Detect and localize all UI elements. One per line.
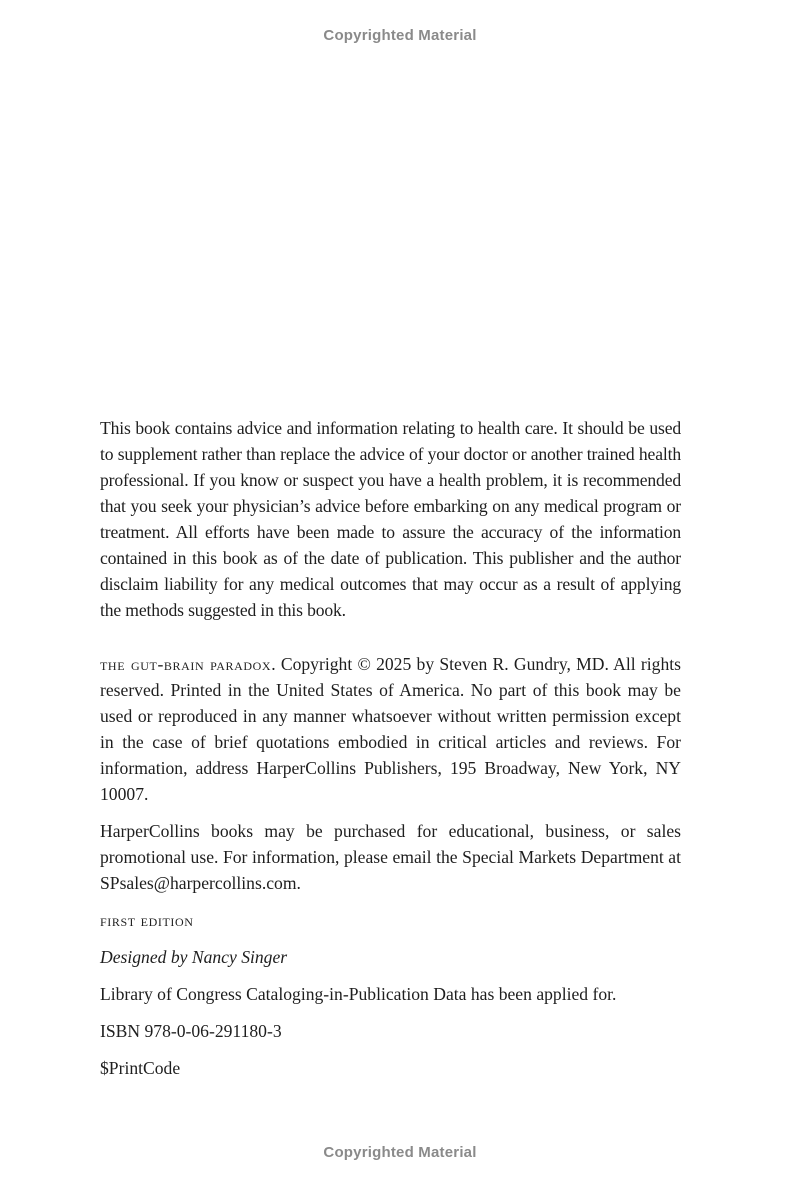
copyrighted-material-watermark-bottom: Copyrighted Material — [323, 1144, 477, 1161]
health-disclaimer — [100, 415, 681, 623]
special-sales-notice: HarperCollins books may be purchased for educational, business, or sales promotional use. For information, please email the Special Markets Department at SPsales@harpercollins.com. — [100, 821, 681, 893]
edition-label: first edition — [100, 910, 194, 930]
copyright-text: . Copyright © 2025 by Steven R. Gundry, MD. All rights reserved. Printed in the United States of America. No part of this book may be used or reproduced in any manner whatsoever without written permission except in the case of brief quotations embodied in critical articles and reviews. For information, address HarperCollins Publishers, 195 Broadway, New York, NY 10007. — [100, 654, 681, 804]
copyright-page-block — [100, 651, 681, 1081]
designer-credit: Designed by Nancy Singer — [100, 947, 288, 967]
print-code: $PrintCode — [100, 1058, 181, 1078]
copyright-statement — [100, 651, 681, 807]
disclaimer-text: This book contains advice and information relating to health care. It should be used to supplement rather than replace the advice of your doctor or another trained health professional. If you know or suspect you have a health problem, it is recommended that you seek your physician’s advice before embarking on any medical program or treatment. All efforts have been made to assure the accuracy of the information contained in this book as of the date of publication. This publisher and the author disclaim liability for any medical outcomes that may occur as a result of applying the methods suggested in this book. — [100, 418, 681, 620]
isbn: ISBN 978-0-06-291180-3 — [100, 1021, 282, 1041]
cip-notice: Library of Congress Cataloging-in-Publication Data has been applied for. — [100, 984, 617, 1004]
book-title: the gut-brain paradox — [100, 654, 272, 674]
copyrighted-material-watermark-top: Copyrighted Material — [323, 27, 477, 44]
